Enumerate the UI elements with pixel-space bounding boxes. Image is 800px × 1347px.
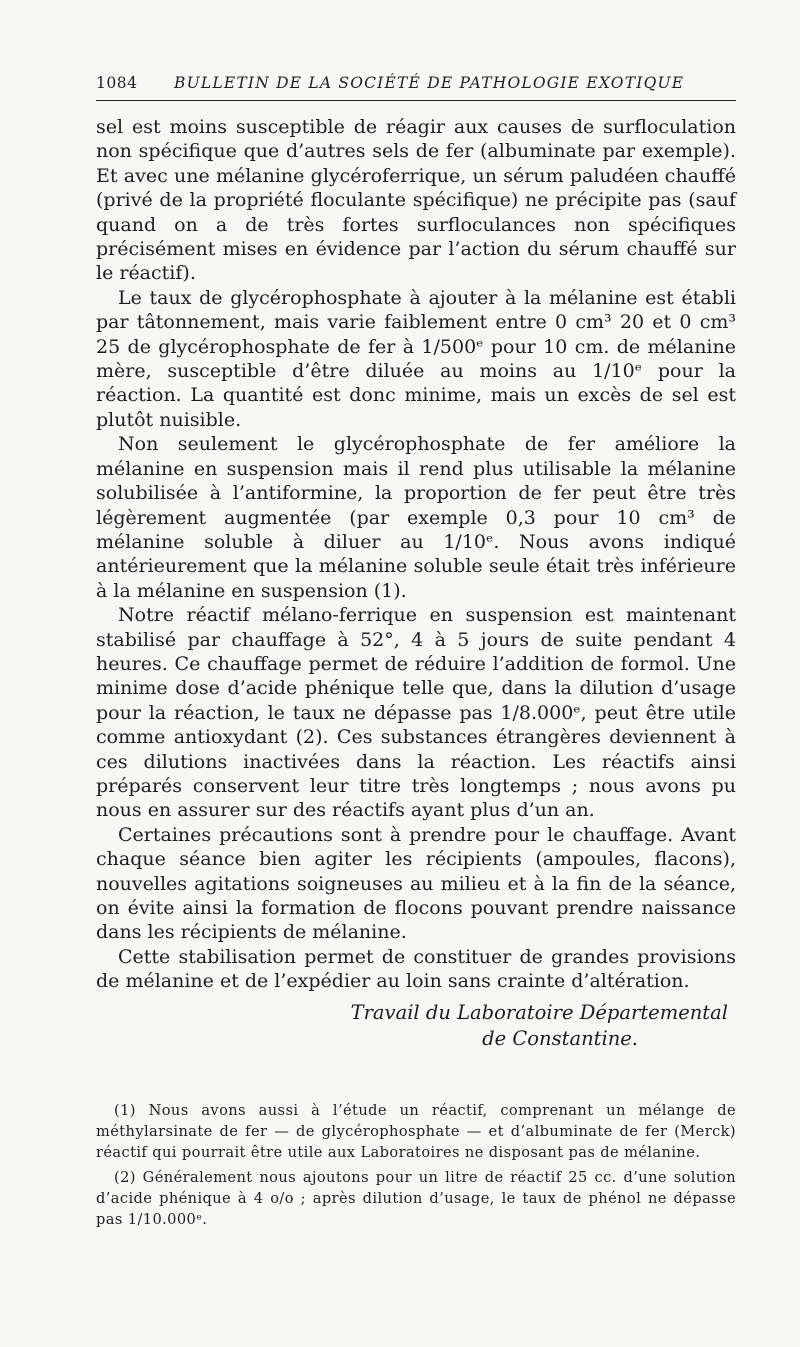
paragraph-precautions: Certaines précautions sont à prendre pour le chauffage. Avant chaque séance bien agiter les récipients (ampoules, flacons), nouvelles agitations soigneuses au milieu et à la fin de la séance, on évite ainsi la formation de flocons pouvant prendre naissance dans les récipients de mélanine.	[96, 823, 736, 944]
signature	[96, 1000, 736, 1052]
paragraph-continuation: sel est moins susceptible de réagir aux causes de surfloculation non spécifique que d’autres sels de fer (albuminate par exemple). Et avec une mélanine glycéroferrique, un sérum paludéen chauffé (privé de la propriété floculante spécifique) ne précipite pas (sauf quand on a de très fortes surfloculances non spécifiques précisément mises en évidence par l’action du sérum chauffé sur le réactif).	[96, 116, 736, 285]
paragraph-glycerophosphate-rate: Le taux de glycérophosphate à ajouter à la mélanine est établi par tâtonnement, mais varie faiblement entre 0 cm³ 20 et 0 cm³ 25 de glycérophosphate de fer à 1/500ᵉ pour 10 cm. de mélanine mère, susceptible d’être diluée au moins au 1/10ᵉ pour la réaction. La quantité est donc minime, mais un excès de sel est plutôt nuisible.	[96, 286, 736, 431]
footnotes	[96, 1100, 736, 1230]
signature-line-1: Travail du Laboratoire Départemental	[350, 1000, 728, 1024]
article-body	[96, 115, 736, 994]
paragraph-conclusion: Cette stabilisation permet de constituer de grandes provisions de mélanine et de l’expédier au loin sans crainte d’altération.	[96, 945, 736, 993]
paragraph-soluble-melanin: Non seulement le glycérophosphate de fer améliore la mélanine en suspension mais il rend plus utilisable la mélanine solubilisée à l’antiformine, la proportion de fer peut être très légèrement augmentée (par exemple 0,3 pour 10 cm³ de mélanine soluble à diluer au 1/10ᵉ. Nous avons indiqué antérieurement que la mélanine soluble seule était très inférieure à la mélanine en suspension (1).	[96, 433, 736, 602]
signature-line-2: de Constantine.	[482, 1026, 638, 1050]
page-number: 1084	[96, 74, 138, 92]
footnote-1: (1) Nous avons aussi à l’étude un réactif, comprenant un mélange de méthylarsinate de fer — de glycérophosphate — et d’albuminate de fer (Merck) réactif qui pourrait être utile aux Laboratoires ne disposant pas de mélanine.	[96, 1101, 736, 1161]
running-head	[96, 70, 736, 96]
journal-title: BULLETIN DE LA SOCIÉTÉ DE PATHOLOGIE EXOTIQUE	[174, 74, 685, 92]
footnote-2: (2) Généralement nous ajoutons pour un litre de réactif 25 cc. d’une solution d’acide phénique à 4 o/o ; après dilution d’usage, le taux de phénol ne dépasse pas 1/10.000ᵉ.	[96, 1168, 736, 1228]
page	[96, 70, 736, 1230]
paragraph-stabilisation: Notre réactif mélano-ferrique en suspension est maintenant stabilisé par chauffage à 52°, 4 à 5 jours de suite pendant 4 heures. Ce chauffage permet de réduire l’addition de formol. Une minime dose d’acide phénique telle que, dans la dilution d’usage pour la réaction, le taux ne dépasse pas 1/8.000ᵉ, peut être utile comme antioxydant (2). Ces substances étrangères deviennent à ces dilutions inactivées dans la réaction. Les réactifs ainsi préparés conservent leur titre très longtemps ; nous avons pu nous en assurer sur des réactifs ayant plus d’un an.	[96, 604, 736, 822]
header-rule	[96, 100, 736, 101]
